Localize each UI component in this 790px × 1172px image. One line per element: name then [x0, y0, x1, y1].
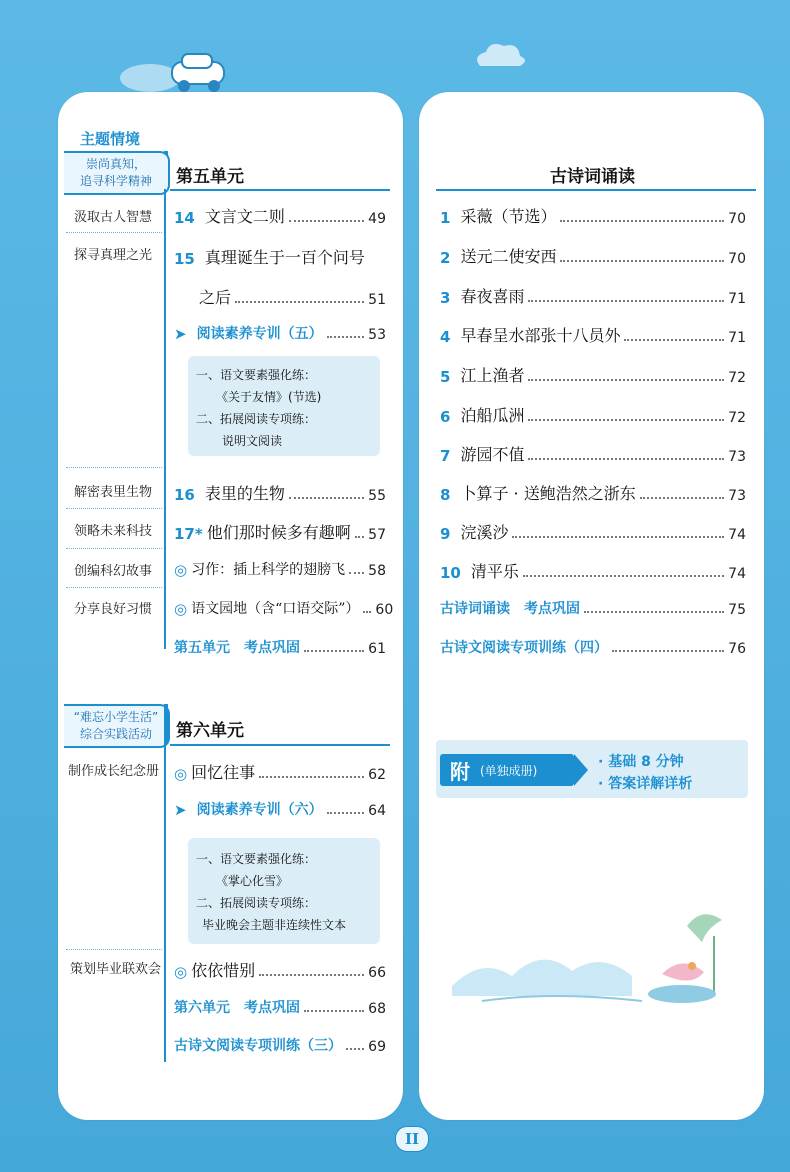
toc-entry-reading5[interactable] — [174, 323, 386, 343]
entry-number: 6 — [440, 408, 451, 426]
unit6-title-underline — [170, 744, 390, 746]
unit5-tag-line2: 追寻科学精神 — [79, 174, 152, 188]
entry-title: 他们那时候多有趣啊 — [206, 523, 351, 542]
side-rule-1 — [66, 232, 162, 233]
entry-page: 74 — [728, 527, 746, 543]
side-label-7: 制作成长纪念册 — [68, 764, 160, 779]
leader-dots — [259, 974, 364, 976]
entry-title: 文言文二则 — [204, 207, 285, 226]
unit6-divider — [164, 744, 166, 1062]
poem-entry-4[interactable] — [440, 323, 746, 346]
toc-entry-farewell[interactable] — [174, 958, 386, 981]
poem-entry-10[interactable] — [440, 559, 746, 582]
poem-entry-9[interactable] — [440, 520, 746, 543]
toc-entry-memory[interactable] — [174, 760, 386, 783]
poem-entry-1[interactable] — [440, 204, 746, 227]
entry-title: 古诗文阅读专项训练（四） — [440, 640, 608, 656]
entry-number: 2 — [440, 249, 451, 267]
entry-title: 之后 — [199, 288, 232, 307]
entry-title: 春夜喜雨 — [460, 287, 525, 306]
side-label-4: 领略未来科技 — [74, 524, 153, 539]
entry-title: 阅读素养专训（六） — [196, 802, 323, 818]
entry-number: 5 — [440, 368, 451, 386]
entry-page: 53 — [368, 327, 386, 343]
leader-dots — [346, 1048, 364, 1050]
entry-page: 73 — [728, 449, 746, 465]
leader-dots — [327, 812, 365, 814]
entry-title: 语文园地（含“口语交际”） — [191, 601, 360, 617]
subbox-line: 说明文阅读 — [222, 434, 283, 448]
leader-dots — [289, 497, 364, 499]
toc-entry-review5[interactable] — [174, 637, 386, 657]
unit5-title-underline — [170, 189, 390, 191]
side-label-1: 汲取古人智慧 — [74, 210, 153, 225]
unit6-title: 第六单元 — [176, 721, 244, 741]
entry-page: 61 — [368, 641, 386, 657]
circle-icon: ◎ — [174, 600, 188, 618]
leader-dots — [235, 301, 364, 303]
entry-title: 表里的生物 — [204, 484, 285, 503]
arrow-icon: ➤ — [174, 325, 187, 343]
poem-entry-5[interactable] — [440, 363, 746, 386]
entry-page: 66 — [368, 965, 386, 981]
entry-title: 习作：插上科学的翅膀飞 — [191, 562, 346, 578]
poem-entry-2[interactable] — [440, 244, 746, 267]
circle-icon: ◎ — [174, 765, 188, 783]
entry-title: 卜算子 · 送鲍浩然之浙东 — [460, 484, 636, 503]
entry-title: 送元二使安西 — [460, 247, 557, 266]
entry-page: 51 — [368, 292, 386, 308]
side-label-5: 创编科幻故事 — [74, 564, 153, 579]
toc-entry-writing[interactable] — [174, 559, 386, 579]
entry-title: 依依惜别 — [191, 961, 256, 980]
unit5-divider — [164, 189, 166, 649]
side-label-2: 探寻真理之光 — [74, 248, 153, 263]
entry-title: 采薇（节选） — [460, 207, 557, 226]
poetry-title-underline — [436, 189, 756, 191]
page-number: II — [395, 1126, 429, 1152]
poem-entry-7[interactable] — [440, 442, 746, 465]
poem-entry-8[interactable] — [440, 481, 746, 504]
side-rule-4 — [66, 548, 162, 549]
entry-page: 68 — [368, 1001, 386, 1017]
entry-number: 16 — [174, 486, 195, 504]
entry-page: 75 — [728, 602, 746, 618]
leader-dots — [304, 1010, 364, 1012]
toc-entry-garden5[interactable] — [174, 598, 394, 618]
entry-title: 清平乐 — [470, 562, 519, 581]
toc-entry-15-cont[interactable] — [199, 285, 386, 308]
leader-dots — [640, 497, 724, 499]
entry-number: 15 — [174, 250, 195, 268]
entry-page: 72 — [728, 370, 746, 386]
entry-number: 9 — [440, 525, 451, 543]
unit5-theme-tag — [64, 151, 170, 195]
appendix-item-1: · 基础 8 分钟 — [598, 754, 684, 770]
entry-title: 回忆往事 — [191, 763, 256, 782]
poem-entry-3[interactable] — [440, 284, 746, 307]
entry-title: 游园不值 — [460, 445, 525, 464]
toc-entry-review6[interactable] — [174, 997, 386, 1017]
poem-review-entry[interactable] — [440, 598, 746, 618]
entry-page: 57 — [368, 527, 386, 543]
lotus-landscape-illustration — [452, 906, 752, 1016]
circle-icon: ◎ — [174, 963, 188, 981]
entry-number: 1 — [440, 209, 451, 227]
leader-dots — [528, 300, 724, 302]
entry-title: 第六单元 考点巩固 — [174, 1000, 300, 1016]
unit6-tag-line2: 综合实践活动 — [79, 727, 152, 741]
entry-page: 72 — [728, 410, 746, 426]
subbox-line: 毕业晚会主题非连续性文本 — [202, 918, 347, 932]
cloud-icon — [470, 38, 530, 78]
leader-dots — [512, 536, 724, 538]
unit5-title: 第五单元 — [176, 167, 244, 187]
side-rule-2 — [66, 467, 162, 468]
entry-page: 58 — [368, 563, 386, 579]
entry-number: 17* — [174, 525, 203, 543]
unit6-theme-tag — [64, 704, 170, 748]
unit6-tag-line1: “难忘小学生活” — [73, 710, 159, 724]
appendix-arrow-icon — [574, 754, 588, 786]
leader-dots — [528, 379, 724, 381]
subbox-line: 二、拓展阅读专项练： — [196, 896, 317, 910]
appendix-sub-label: (单独成册) — [480, 764, 538, 778]
arrow-icon: ➤ — [174, 801, 187, 819]
toc-entry-17[interactable] — [174, 520, 386, 543]
subbox-line: 二、拓展阅读专项练： — [196, 412, 317, 426]
entry-page: 55 — [368, 488, 386, 504]
leader-dots — [624, 339, 724, 341]
entry-number: 7 — [440, 447, 451, 465]
entry-title: 真理诞生于一百个问号 — [204, 248, 365, 267]
entry-page: 74 — [728, 566, 746, 582]
entry-number: 8 — [440, 486, 451, 504]
entry-page: 73 — [728, 488, 746, 504]
entry-page: 49 — [368, 211, 386, 227]
leader-dots — [584, 611, 724, 613]
leader-dots — [560, 260, 724, 262]
entry-number: 4 — [440, 328, 451, 346]
leader-dots — [560, 220, 724, 222]
appendix-main-label: 附 — [450, 760, 470, 784]
theme-header: 主题情境 — [80, 130, 141, 148]
leader-dots — [289, 220, 364, 222]
side-label-3: 解密表里生物 — [74, 485, 153, 500]
unit5-tag-line1: 崇尚真知， — [85, 157, 146, 171]
entry-page: 71 — [728, 291, 746, 307]
entry-page: 62 — [368, 767, 386, 783]
toc-entry-14[interactable] — [174, 204, 386, 227]
entry-page: 71 — [728, 330, 746, 346]
leader-dots — [528, 419, 724, 421]
circle-icon: ◎ — [174, 561, 188, 579]
leader-dots — [523, 575, 724, 577]
leader-dots — [349, 572, 364, 574]
leader-dots — [612, 650, 724, 652]
leader-dots — [304, 650, 364, 652]
poetry-section-title: 古诗词诵读 — [550, 167, 635, 187]
entry-page: 64 — [368, 803, 386, 819]
entry-title: 古诗词诵读 考点巩固 — [440, 601, 580, 617]
entry-title: 泊船瓜洲 — [460, 406, 525, 425]
leader-dots — [327, 336, 365, 338]
appendix-tab — [440, 754, 574, 786]
entry-page: 70 — [728, 251, 746, 267]
entry-title: 浣溪沙 — [460, 523, 509, 542]
subbox-line: 《掌心化雪》 — [216, 874, 289, 888]
entry-page: 60 — [375, 602, 394, 618]
toc-entry-15[interactable] — [174, 245, 386, 268]
classical4-entry[interactable] — [440, 637, 746, 657]
entry-title: 江上渔者 — [460, 366, 525, 385]
entry-title: 古诗文阅读专项训练（三） — [174, 1038, 342, 1054]
entry-number: 14 — [174, 209, 195, 227]
leader-dots — [528, 458, 724, 460]
entry-page: 69 — [368, 1039, 386, 1055]
unit6-header-bar — [164, 704, 168, 744]
appendix-item-2: · 答案详解详析 — [598, 776, 693, 792]
car-cloud-illustration — [120, 40, 250, 100]
side-label-6: 分享良好习惯 — [74, 602, 153, 617]
entry-page: 70 — [728, 211, 746, 227]
side-rule-7 — [66, 949, 162, 950]
leader-dots — [363, 611, 371, 613]
subbox-line: 一、语文要素强化练： — [196, 368, 317, 382]
subbox-line: 《关于友情》(节选) — [216, 390, 322, 404]
toc-entry-reading6[interactable] — [174, 799, 386, 819]
toc-entry-16[interactable] — [174, 481, 386, 504]
toc-entry-classical3[interactable] — [174, 1035, 386, 1055]
entry-title: 早春呈水部张十八员外 — [460, 326, 621, 345]
side-rule-5 — [66, 587, 162, 588]
subbox-line: 一、语文要素强化练： — [196, 852, 317, 866]
entry-title: 第五单元 考点巩固 — [174, 640, 300, 656]
entry-number: 10 — [440, 564, 461, 582]
side-rule-3 — [66, 508, 162, 509]
side-label-8: 策划毕业联欢会 — [70, 962, 162, 977]
entry-page: 76 — [728, 641, 746, 657]
poem-entry-6[interactable] — [440, 403, 746, 426]
leader-dots — [259, 776, 364, 778]
entry-number: 3 — [440, 289, 451, 307]
entry-title: 阅读素养专训（五） — [196, 326, 323, 342]
leader-dots — [355, 536, 364, 538]
